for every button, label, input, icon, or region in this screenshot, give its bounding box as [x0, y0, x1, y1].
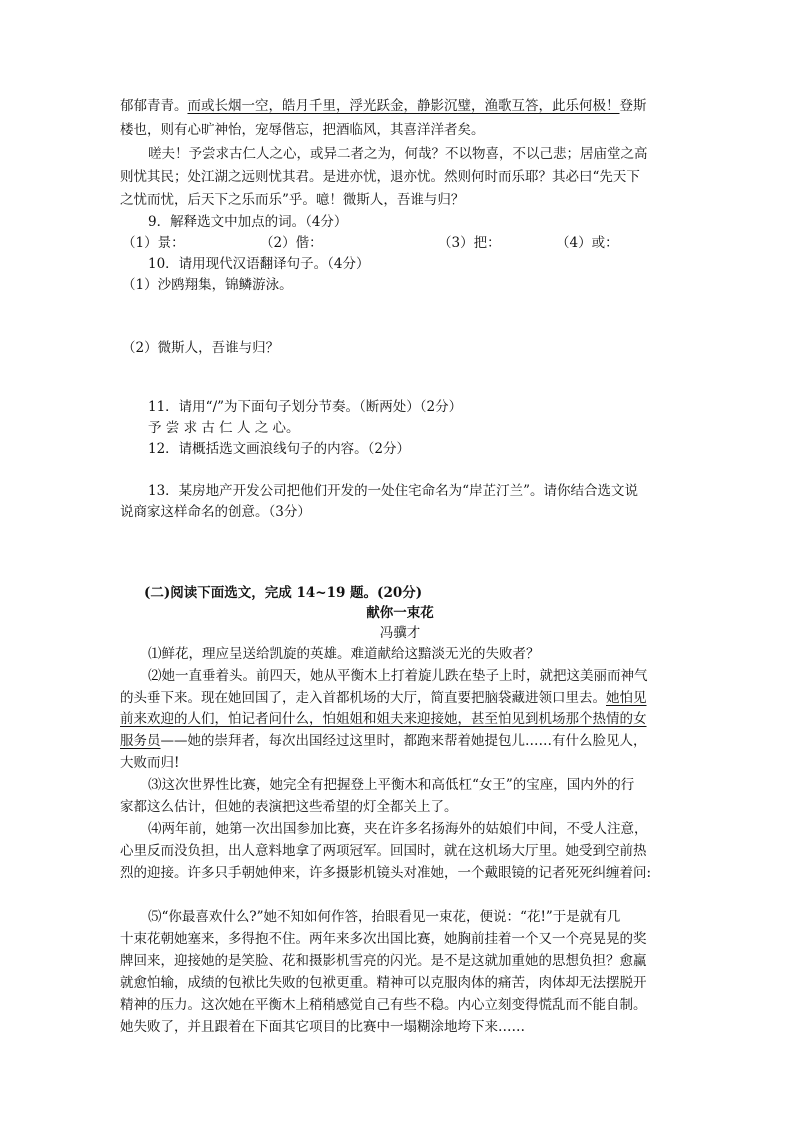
paragraph-4-line: ⑷两年前，她第一次出国参加比赛，夹在许多名扬海外的姑娘们中间，不受人注意，	[148, 821, 648, 837]
underlined-sentence: 前来欢迎的人们，怕记者问什么，怕姐姐和姐夫来迎接她，甚至怕见到机场那个热情的女	[120, 711, 647, 727]
underlined-sentence: 她怕见	[606, 690, 647, 706]
question-9-item-2: （2）偕：	[260, 235, 323, 251]
question-10-stem: 10．请用现代汉语翻译句子。（4分）	[148, 256, 370, 272]
paragraph-5-line: 精神的压力。这次她在平衡木上稍稍感觉自己有些不稳。内心立刻变得慌乱而不能自制。	[120, 997, 647, 1013]
section-heading: (二)阅读下面选文，完成 14~19 题。(20分)	[144, 585, 423, 601]
question-11-sentence: 予 尝 求 古 仁 人 之 心。	[148, 420, 300, 436]
paragraph-2-line: ⑵她一直垂着头。前四天，她从平衡木上打着旋儿跌在垫子上时，就把这美丽而神气	[148, 668, 648, 684]
text-line: 之忧而忧，后天下之乐而乐”乎。噫！微斯人，吾谁与归？	[120, 192, 465, 208]
question-12-stem: 12．请概括选文画浪线句子的内容。（2分）	[148, 441, 411, 457]
paragraph-5-line: 十束花朝她塞来，多得抱不住。两年来多次出国比赛，她胸前挂着一个又一个亮晃晃的奖	[120, 931, 647, 947]
paragraph-5-line: ⑸“你最喜欢什么?”她不知如何作答，抬眼看见一束花，便说：“花!”于是就有几	[148, 909, 621, 925]
paragraph-5-line: 她失败了，并且跟着在下面其它项目的比赛中一塌糊涂地垮下来……	[120, 1019, 525, 1035]
text-segment: ——她的崇拜者，每次出国经过这里时，都跑来帮着她提包儿……有什么脸见人，	[160, 733, 647, 749]
paragraph-2-line: 大败而归!	[120, 755, 180, 771]
paragraph-1: ⑴鲜花，理应呈送给凯旋的英雄。难道献给这黯淡无光的失败者？	[148, 646, 540, 662]
text-line	[120, 96, 647, 116]
underlined-sentence: 服务员	[120, 733, 161, 749]
paragraph-3-line: 家都这么估计，但她的表演把这些希望的灯全都关上了。	[120, 799, 458, 815]
text-segment: 的头垂下来。现在她回国了，走入首都机场的大厅，简直要把脑袋藏进领口里去。	[120, 690, 606, 706]
question-10-sentence-1: （1）沙鸥翔集，锦鳞游泳。	[122, 277, 293, 293]
text-segment: 郁郁青青。	[120, 98, 188, 114]
text-line: 嗟夫！予尝求古仁人之心，或异二者之为，何哉？不以物喜，不以己悲；居庙堂之高	[148, 146, 648, 162]
paragraph-3-line: ⑶这次世界性比赛，她完全有把握登上平衡木和高低杠“女王”的宝座，国内外的行	[148, 777, 635, 793]
text-segment: 登斯	[619, 98, 647, 114]
question-9-item-3: （3）把：	[438, 235, 501, 251]
question-9-item-1: （1）景：	[122, 235, 185, 251]
paragraph-2-line	[120, 688, 647, 708]
paragraph-5-line: 牌回来，迎接她的是笑脸、花和摄影机雪亮的闪光。是不是这就加重她的思想负担？愈赢	[120, 953, 647, 969]
question-9-stem: 9．解释选文中加点的词。（4分）	[148, 214, 348, 230]
text-line: 则忧其民；处江湖之远则忧其君。是进亦忧，退亦忧。然则何时而乐耶？其必曰“先天下	[120, 169, 640, 185]
question-11-stem: 11．请用“/”为下面句子划分节奏。（断两处）（2分）	[148, 399, 463, 415]
question-9-item-4: （4）或：	[556, 235, 619, 251]
paragraph-4-line: 心里反而没负担，出人意料地拿了两项冠军。回国时，就在这机场大厅里。她受到空前热	[120, 843, 647, 859]
passage-title: 献你一束花	[366, 605, 434, 621]
passage-author: 冯骥才	[379, 625, 421, 641]
underlined-sentence: 而或长烟一空，皓月千里，浮光跃金，静影沉璧，渔歌互答，此乐何极！	[187, 98, 620, 114]
paragraph-5-line: 就愈怕输，成绩的包袱比失败的包袱更重。精神可以克服肉体的痛苦，肉体却无法摆脱开	[120, 975, 647, 991]
question-10-sentence-2: （2）微斯人，吾谁与归？	[122, 340, 280, 356]
text-line: 楼也，则有心旷神怡，宠辱偕忘，把酒临风，其喜洋洋者矣。	[120, 122, 485, 138]
question-13-line-2: 说商家这样命名的创意。（3分）	[120, 504, 311, 520]
paragraph-4-line: 烈的迎接。许多只手朝她伸来，许多摄影机镜头对准她，一个戴眼镜的记者死死纠缠着问:	[120, 865, 652, 881]
paragraph-2-line	[120, 731, 647, 751]
question-13-line-1: 13．某房地产开发公司把他们开发的一处住宅命名为“岸芷汀兰”。请你结合选文说	[148, 483, 638, 499]
